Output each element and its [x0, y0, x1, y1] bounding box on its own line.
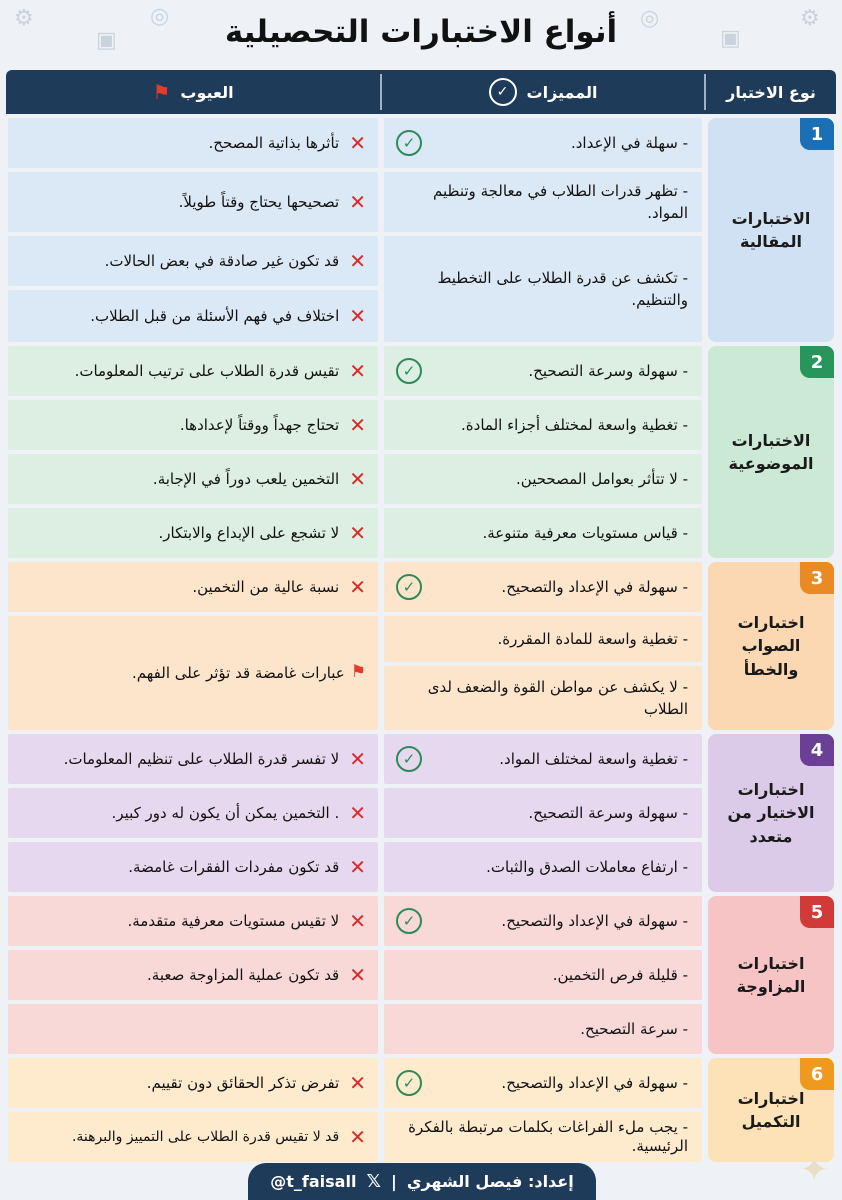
advantage-item: - سهلة في الإعداد.: [384, 118, 702, 168]
section-essay: [8, 118, 834, 342]
check-circle-icon: ✓: [396, 358, 422, 384]
disadvantage-text: تأثرها بذاتية المصحح.: [208, 133, 340, 152]
cross-icon: ✕: [349, 909, 366, 933]
section-number-badge: 6: [800, 1058, 834, 1090]
type-label: اختبارات الصواب والخطأ: [737, 613, 805, 679]
disadvantage-text: تقيس قدرة الطلاب على ترتيب المعلومات.: [74, 361, 340, 380]
section-number-badge: 1: [800, 118, 834, 150]
type-label: اختبارات الاختيار من متعدد: [727, 780, 815, 846]
disadvantage-text: قد تكون غير صادقة في بعض الحالات.: [104, 251, 340, 270]
disadvantage-text: عبارات غامضة قد تؤثر على الفهم.: [132, 663, 345, 682]
advantage-item: - قياس مستويات معرفية متنوعة.: [384, 508, 702, 558]
section-matching: [8, 896, 834, 1054]
disadvantage-item: [8, 562, 378, 612]
check-circle-icon: ✓: [396, 574, 422, 600]
cross-icon: ✕: [349, 131, 366, 155]
disadvantage-text: اختلاف في فهم الأسئلة من قبل الطلاب.: [90, 306, 340, 325]
disadvantage-text: لا تفسر قدرة الطلاب على تنظيم المعلومات.: [63, 749, 340, 768]
cross-icon: ✕: [349, 359, 366, 383]
disadvantage-item: [8, 290, 378, 342]
advantage-item: - سهولة في الإعداد والتصحيح.: [384, 896, 702, 946]
disadvantage-item: [8, 118, 378, 168]
table-header: [6, 70, 836, 114]
cross-icon: ✕: [349, 467, 366, 491]
check-circle-icon: ✓: [396, 130, 422, 156]
network-decoration-icon: ⚙: [800, 6, 820, 31]
check-circle-icon: ✓: [396, 746, 422, 772]
network-decoration-icon: ◎: [640, 6, 660, 31]
network-decoration-icon: ▣: [720, 26, 741, 51]
section-objective: [8, 346, 834, 558]
footer-handle: @t_faisall: [270, 1172, 357, 1191]
advantage-item: - سهولة وسرعة التصحيح.: [384, 346, 702, 396]
advantage-item: - سهولة في الإعداد والتصحيح.: [384, 1058, 702, 1108]
network-decoration-icon: ⚙: [14, 6, 34, 31]
disadvantage-text: قد لا تقيس قدرة الطلاب على التمييز والبرهنة.: [71, 1128, 340, 1145]
advantage-item: - تظهر قدرات الطلاب في معالجة وتنظيم المواد.: [384, 172, 702, 232]
advantage-item: - سهولة وسرعة التصحيح.: [384, 788, 702, 838]
disadvantage-text: التخمين يلعب دوراً في الإجابة.: [152, 469, 340, 488]
header-type: [706, 70, 836, 114]
section-number-badge: 2: [800, 346, 834, 378]
section-multiple-choice: [8, 734, 834, 892]
advantage-item: - لا تتأثر بعوامل المصححين.: [384, 454, 702, 504]
disadvantage-item: [8, 346, 378, 396]
x-logo-icon: 𝕏: [366, 1171, 381, 1192]
section-true-false: [8, 562, 834, 730]
disadvantage-item: [8, 172, 378, 232]
cross-icon: ✕: [349, 190, 366, 214]
section-number-badge: 3: [800, 562, 834, 594]
disadvantage-item: [8, 508, 378, 558]
header-divider: [380, 74, 382, 110]
disadvantage-item: [8, 950, 378, 1000]
cross-icon: ✕: [349, 747, 366, 771]
section-completion: [8, 1058, 834, 1162]
section-number-badge: 4: [800, 734, 834, 766]
cross-icon: ✕: [349, 855, 366, 879]
sparkle-icon: ✦: [800, 1150, 829, 1190]
advantage-item: - لا يكشف عن مواطن القوة والضعف لدى الطلاب: [384, 666, 702, 730]
disadvantage-text: قد تكون مفردات الفقرات غامضة.: [128, 857, 340, 876]
disadvantage-text: تصحيحها يحتاج وقتاً طويلاً.: [178, 192, 340, 211]
disadvantage-text: لا تشجع على الإبداع والابتكار.: [158, 523, 340, 542]
cross-icon: ✕: [349, 1071, 366, 1095]
check-circle-icon: ✓: [489, 78, 517, 106]
advantage-item: - ارتفاع معاملات الصدق والثبات.: [384, 842, 702, 892]
type-cell: [708, 118, 834, 342]
network-decoration-icon: ▣: [96, 28, 117, 53]
page-title: أنواع الاختبارات التحصيلية: [224, 14, 618, 50]
type-label: اختبارات التكميل: [737, 1088, 805, 1131]
advantage-item: - تكشف عن قدرة الطلاب على التخطيط والتنظيم.: [384, 236, 702, 342]
footer-separator: |: [390, 1172, 397, 1191]
disadvantage-item: [8, 788, 378, 838]
header-advantages-label: المميزات: [526, 82, 598, 102]
advantage-item: - تغطية واسعة لمختلف المواد.: [384, 734, 702, 784]
disadvantage-item: [8, 236, 378, 286]
advantage-item: - سرعة التصحيح.: [384, 1004, 702, 1054]
footer-credit: [248, 1163, 596, 1200]
disadvantage-text: تحتاج جهداً ووقتاً لإعدادها.: [179, 415, 340, 434]
cross-icon: ✕: [349, 304, 366, 328]
disadvantage-item: [8, 734, 378, 784]
header-divider: [704, 74, 706, 110]
cross-icon: ✕: [349, 413, 366, 437]
disadvantage-item: [8, 896, 378, 946]
disadvantage-text: تفرض تذكر الحقائق دون تقييم.: [146, 1073, 340, 1092]
cross-icon: ✕: [349, 963, 366, 987]
disadvantage-item: [8, 616, 378, 730]
disadvantage-item: [8, 400, 378, 450]
cross-icon: ✕: [349, 249, 366, 273]
disadvantage-item: [8, 1058, 378, 1108]
disadvantage-text: . التخمين يمكن أن يكون له دور كبير.: [111, 803, 340, 822]
red-flag-icon: ⚑: [152, 80, 171, 104]
disadvantage-item: [8, 454, 378, 504]
network-decoration-icon: ◎: [150, 4, 170, 29]
check-circle-icon: ✓: [396, 1070, 422, 1096]
type-label: الاختبارات الموضوعية: [728, 430, 814, 473]
cross-icon: ✕: [349, 1125, 366, 1149]
cross-icon: ✕: [349, 521, 366, 545]
red-flag-icon: ⚑: [350, 662, 366, 683]
type-label: الاختبارات المقالية: [731, 208, 811, 251]
header-type-label: نوع الاختبار: [726, 82, 816, 102]
disadvantage-text: قد تكون عملية المزاوجة صعبة.: [147, 965, 340, 984]
disadvantage-item: [8, 842, 378, 892]
empty-cell: [8, 1004, 378, 1054]
footer-author: إعداد: فيصل الشهري: [406, 1172, 574, 1191]
cross-icon: ✕: [349, 575, 366, 599]
header-advantages: [382, 70, 704, 114]
type-label: اختبارات المزاوجة: [736, 953, 806, 996]
header-disadvantages-label: العيوب: [180, 82, 234, 102]
advantage-item: - سهولة في الإعداد والتصحيح.: [384, 562, 702, 612]
disadvantage-text: لا تقيس مستويات معرفية متقدمة.: [127, 911, 340, 930]
check-circle-icon: ✓: [396, 908, 422, 934]
advantage-item: - تغطية واسعة لمختلف أجزاء المادة.: [384, 400, 702, 450]
advantage-item: - قليلة فرص التخمين.: [384, 950, 702, 1000]
advantage-item: - تغطية واسعة للمادة المقررة.: [384, 616, 702, 662]
cross-icon: ✕: [349, 801, 366, 825]
disadvantage-text: نسبة عالية من التخمين.: [192, 577, 340, 596]
header-disadvantages: [6, 70, 380, 114]
disadvantage-item: [8, 1112, 378, 1162]
advantage-item: - يجب ملء الفراغات بكلمات مرتبطة بالفكرة الرئيسية.: [384, 1112, 702, 1162]
section-number-badge: 5: [800, 896, 834, 928]
